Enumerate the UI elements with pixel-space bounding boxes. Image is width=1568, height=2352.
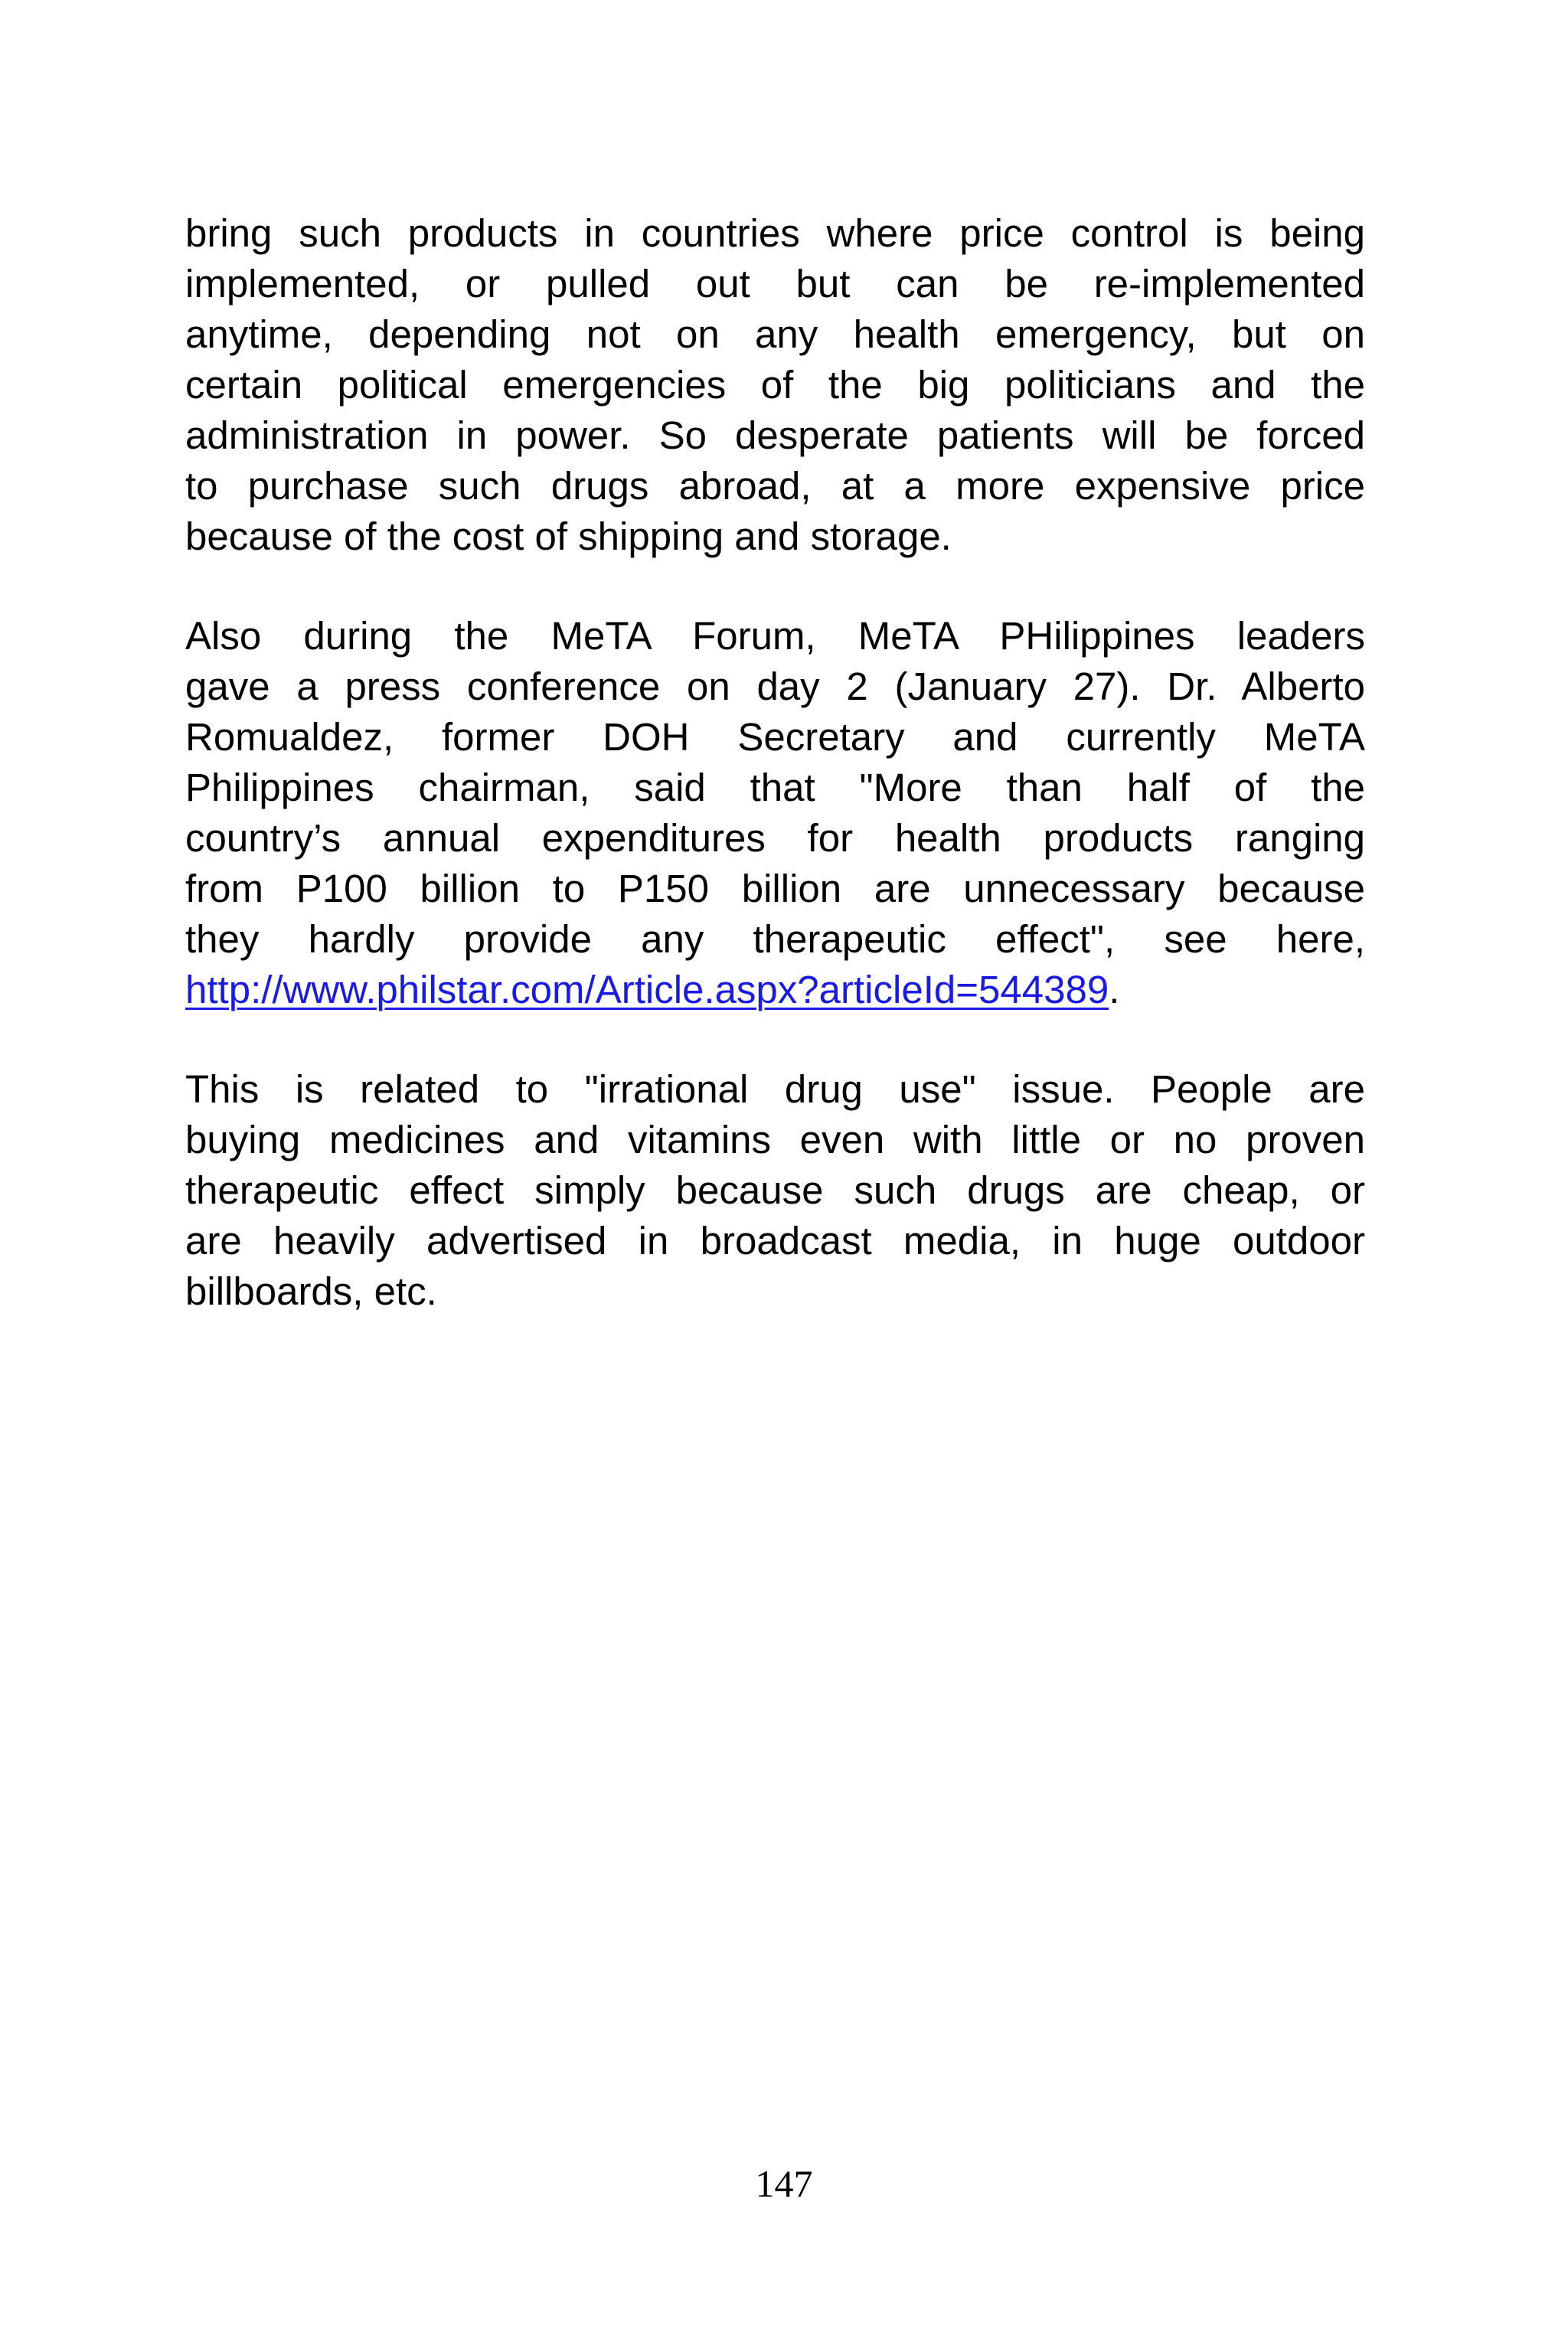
text-line: from P100 billion to P150 billion are unnecessary because [185, 867, 1365, 910]
text-line: gave a press conference on day 2 (January 27). Dr. Alberto [185, 665, 1365, 708]
text-line: billboards, etc. [185, 1269, 437, 1313]
paragraph-1 [185, 208, 1365, 562]
text-line: bring such products in countries where price control is being [185, 211, 1365, 255]
text-line: they hardly provide any therapeutic effect", see here, [185, 917, 1365, 961]
text-line: to purchase such drugs abroad, at a more expensive price [185, 464, 1365, 508]
text-line: are heavily advertised in broadcast media, in huge outdoor [185, 1219, 1365, 1263]
text-line: buying medicines and vitamins even with little or no proven [185, 1118, 1365, 1161]
text-line: This is related to "irrational drug use" issue. People are [185, 1067, 1365, 1111]
page-number: 147 [755, 2162, 813, 2205]
link-line [185, 965, 1365, 1015]
text-line: Romualdez, former DOH Secretary and currently MeTA [185, 715, 1365, 759]
philstar-article-link[interactable]: http://www.philstar.com/Article.aspx?articleId=544389 [185, 968, 1109, 1011]
paragraph-2 [185, 611, 1365, 1015]
text-line: implemented, or pulled out but can be re-implemented [185, 262, 1365, 305]
text-line: Also during the MeTA Forum, MeTA PHilippines leaders [185, 614, 1365, 658]
link-suffix: . [1109, 968, 1120, 1011]
text-line: because of the cost of shipping and storage. [185, 514, 952, 558]
text-line: therapeutic effect simply because such drugs are cheap, or [185, 1168, 1365, 1212]
text-line: administration in power. So desperate patients will be forced [185, 413, 1365, 457]
text-line: Philippines chairman, said that "More than half of the [185, 766, 1365, 809]
text-line: country’s annual expenditures for health products ranging [185, 816, 1365, 860]
text-line: certain political emergencies of the big politicians and the [185, 363, 1365, 407]
body-text [185, 208, 1365, 1366]
text-line: anytime, depending not on any health emergency, but on [185, 312, 1365, 356]
paragraph-3 [185, 1064, 1365, 1317]
